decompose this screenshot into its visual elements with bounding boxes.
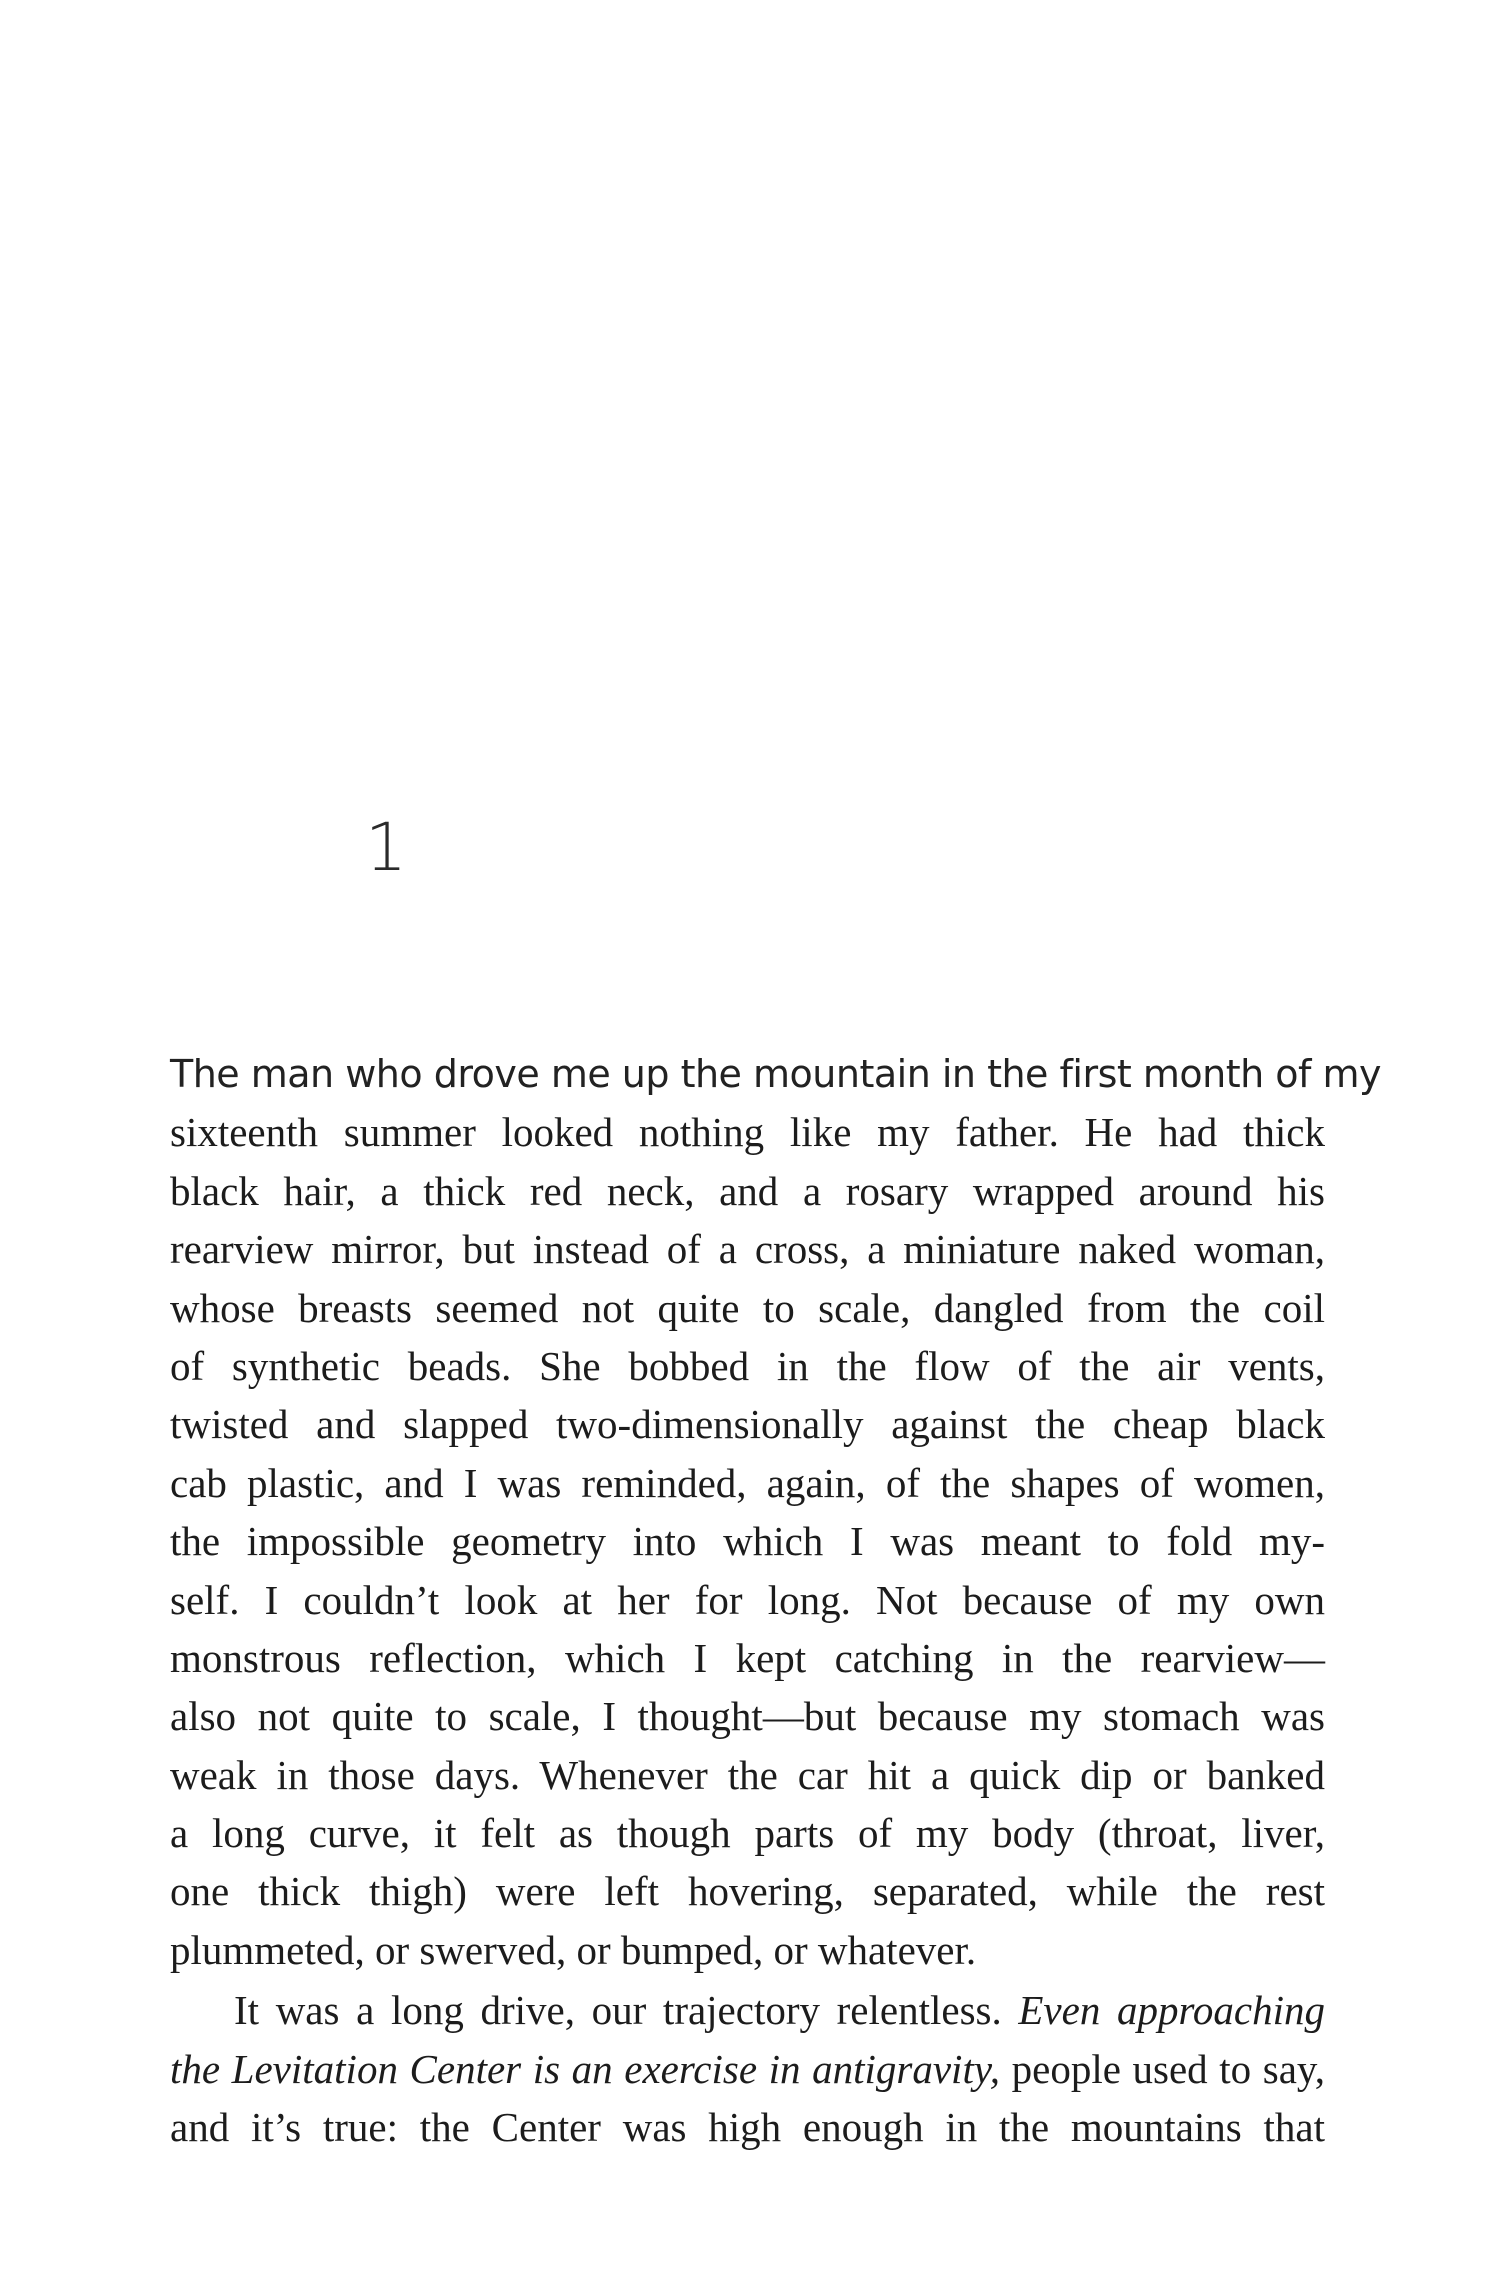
paragraph-2-line-2-italic: the Levitation Center is an exercise in antigravity, — [170, 2045, 1001, 2092]
paragraph-1-line-11: monstrous reflection, which I kept catching in the rearview— — [170, 1634, 1325, 1681]
paragraph-1-line-16: plummeted, or swerved, or bumped, or whatever. — [170, 1926, 977, 1973]
paragraph-1-line-8: cab plastic, and I was reminded, again, of the shapes of women, — [170, 1459, 1325, 1506]
paragraph-2-line-1-italic: Even approaching — [1018, 1987, 1326, 2034]
paragraph-2-line-1-roman: It was a long drive, our trajectory relentless. — [234, 1987, 1019, 2034]
paragraph-1-line-12: also not quite to scale, I thought—but because my stomach was — [170, 1693, 1325, 1740]
paragraph-1-line-1: The man who drove me up the mountain in the first month of my — [170, 1052, 1381, 1096]
paragraph-1-line-7: twisted and slapped two-dimensionally against the cheap black — [170, 1401, 1325, 1448]
chapter-number: 1 — [365, 809, 407, 886]
paragraph-1-line-9: the impossible geometry into which I was meant to fold my- — [170, 1518, 1325, 1565]
paragraph-2-line-2-roman: people used to say, — [1000, 2045, 1325, 2092]
paragraph-2-line-2 — [170, 2040, 1325, 2098]
paragraph-2-line-1 — [170, 1981, 1325, 2039]
paragraph-1-line-10: self. I couldn’t look at her for long. Not because of my own — [170, 1576, 1325, 1623]
paragraph-1-line-15: one thick thigh) were left hovering, separated, while the rest — [170, 1868, 1325, 1915]
paragraph-1-line-13: weak in those days. Whenever the car hit a quick dip or banked — [170, 1751, 1325, 1798]
paragraph-1-line-3: black hair, a thick red neck, and a rosary wrapped around his — [170, 1167, 1325, 1214]
paragraph-1-line-4: rearview mirror, but instead of a cross, a miniature naked woman, — [170, 1226, 1325, 1273]
paragraph-2-line-3: and it’s true: the Center was high enough in the mountains that — [170, 2104, 1325, 2151]
paragraph-1-line-14: a long curve, it felt as though parts of my body (throat, liver, — [170, 1810, 1325, 1857]
paragraph-1-line-5: whose breasts seemed not quite to scale, dangled from the coil — [170, 1284, 1325, 1331]
paragraph-1-line-2: sixteenth summer looked nothing like my father. He had thick — [170, 1109, 1325, 1156]
paragraph-1-line-6: of synthetic beads. She bobbed in the flow of the air vents, — [170, 1342, 1325, 1389]
body-text — [170, 1045, 1381, 2156]
